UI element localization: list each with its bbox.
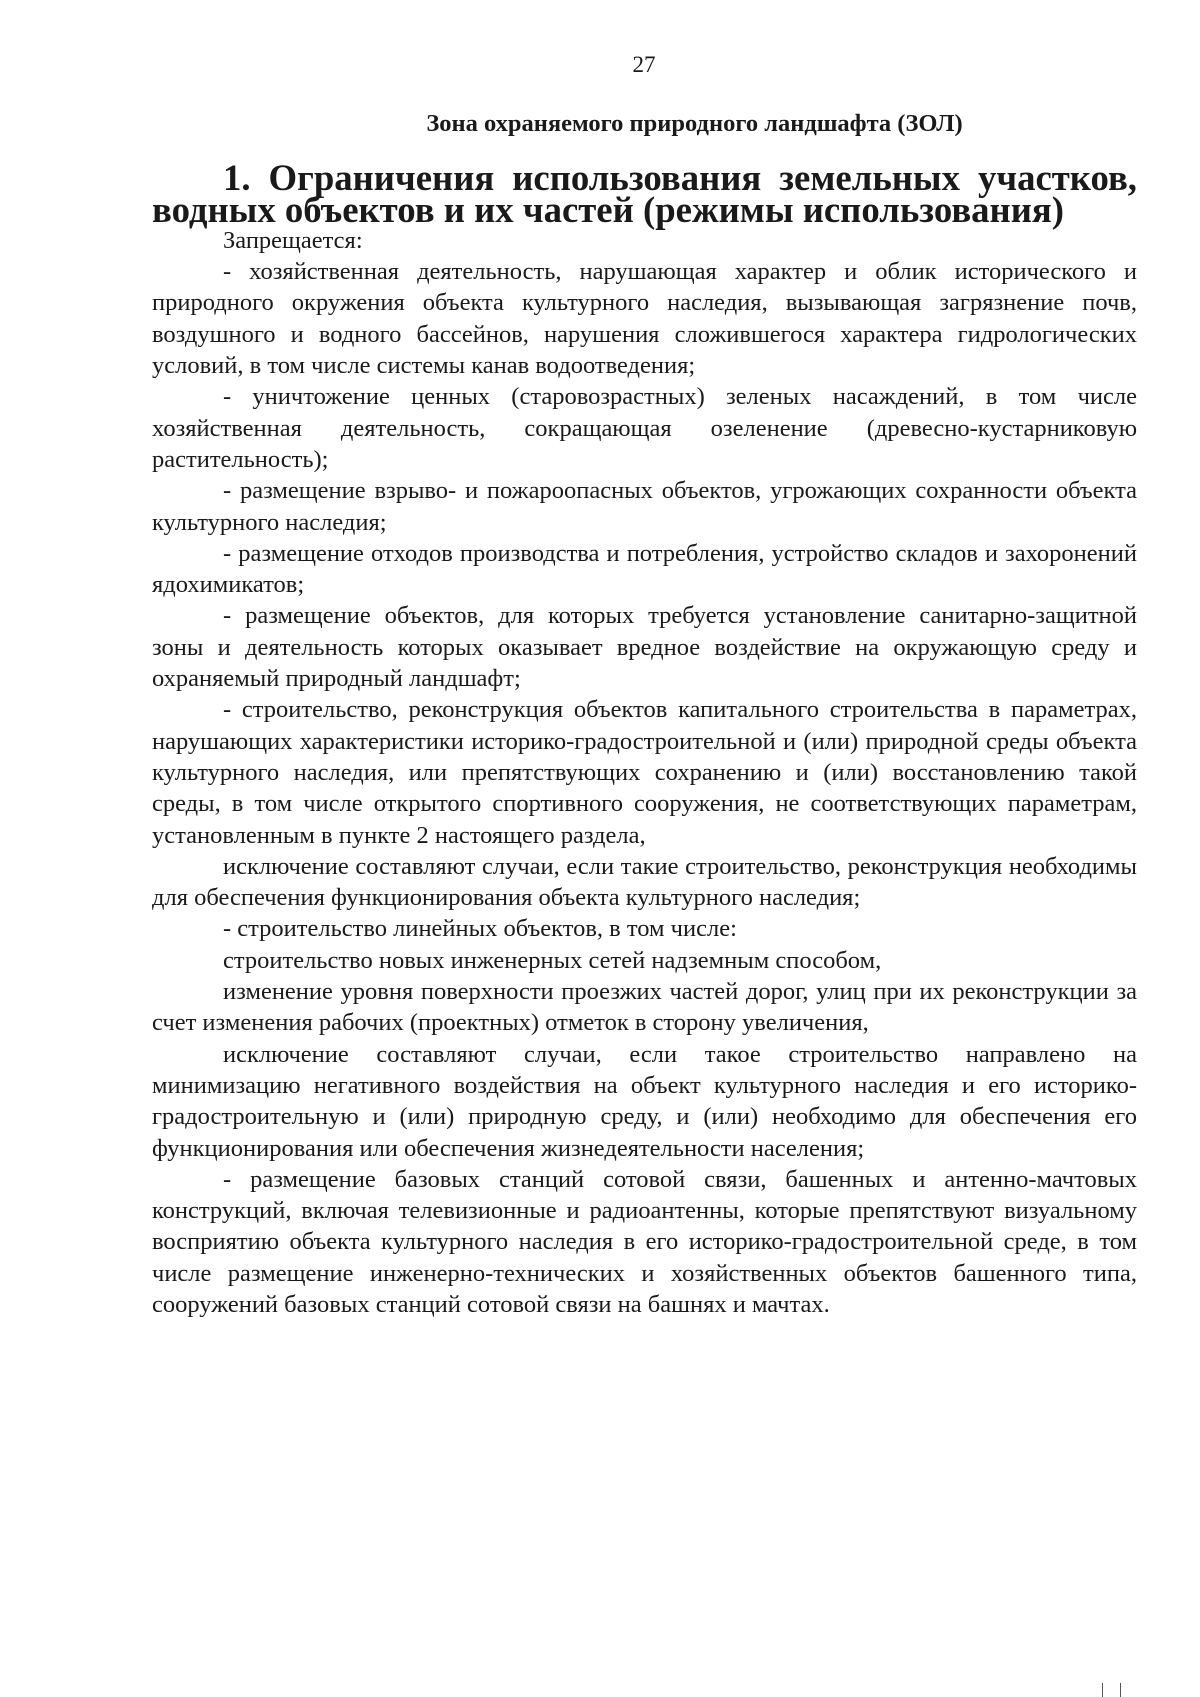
document-body — [152, 108, 1137, 1320]
paragraph: - размещение взрыво- и пожароопасных объектов, угрожающих сохранности объекта культурного наследия; — [152, 477, 1137, 536]
paragraph: изменение уровня поверхности проезжих частей дорог, улиц при их реконструкции за счет изменения рабочих (проектных) отметок в сторону увеличения, — [152, 978, 1137, 1037]
paragraph: - уничтожение ценных (старовозрастных) зеленых насаждений, в том числе хозяйственная деятельность, сокращающая озеленение (древесно-кустарниковую растительность); — [152, 383, 1137, 473]
paragraph: - хозяйственная деятельность, нарушающая характер и облик исторического и природного окружения объекта культурного наследия, вызывающая загрязнение почв, воздушного и водного бассейнов, нарушения сложившегося характера гидрологических условий, в том числе системы канав водоотведения; — [152, 258, 1137, 380]
paragraph: - размещение базовых станций сотовой связи, башенных и антенно-мачтовых конструкций, включая телевизионные и радиоантенны, которые препятствуют визуальному восприятию объекта культурного наследия в его историко-градостроительной среде, в том числе размещение инженерно-технических и хозяйственных объектов башенного типа, сооружений базовых станций сотовой связи на башнях и мачтах. — [152, 1165, 1137, 1318]
page-number: 27 — [632, 52, 656, 77]
paragraph: исключение составляют случаи, если такое строительство направлено на минимизацию негативного воздействия на объект культурного наследия и его историко-градостроительную и (или) природную среду, и (или) необходимо для обеспечения его функционирования или обеспечения жизнедеятельности населения; — [152, 1040, 1137, 1162]
paragraph: - строительство линейных объектов, в том числе: — [223, 915, 737, 943]
section-heading: 1. Ограничения использования земельных участков, водных объектов и их частей (режимы использования) — [152, 157, 1137, 230]
paragraph-intro: Запрещается: — [223, 226, 363, 254]
paragraph: - размещение отходов производства и потребления, устройство складов и захоронений ядохимикатов; — [152, 539, 1137, 599]
scan-mark — [1120, 1683, 1121, 1697]
paragraph: строительство новых инженерных сетей надземным способом, — [223, 946, 882, 974]
paragraph: - размещение объектов, для которых требуется установление санитарно-защитной зоны и деятельность которых оказывает вредное воздействие на окружающую среду и охраняемый природный ландшафт; — [152, 602, 1137, 693]
scan-mark — [1102, 1683, 1103, 1697]
zone-title: Зона охраняемого природного ландшафта (ЗОЛ) — [426, 110, 963, 137]
paragraph: исключение составляют случаи, если такие строительство, реконструкция необходимы для обеспечения функционирования объекта культурного наследия; — [152, 852, 1137, 912]
paragraph: - строительство, реконструкция объектов капитального строительства в параметрах, нарушающих характеристики историко-градостроительной и (или) природной среды объекта культурного наследия, или препятствующих сохранению и (или) восстановлению такой среды, в том числе открытого спортивного сооружения, не соответствующих параметрам, установленным в пункте 2 настоящего раздела, — [152, 696, 1137, 849]
